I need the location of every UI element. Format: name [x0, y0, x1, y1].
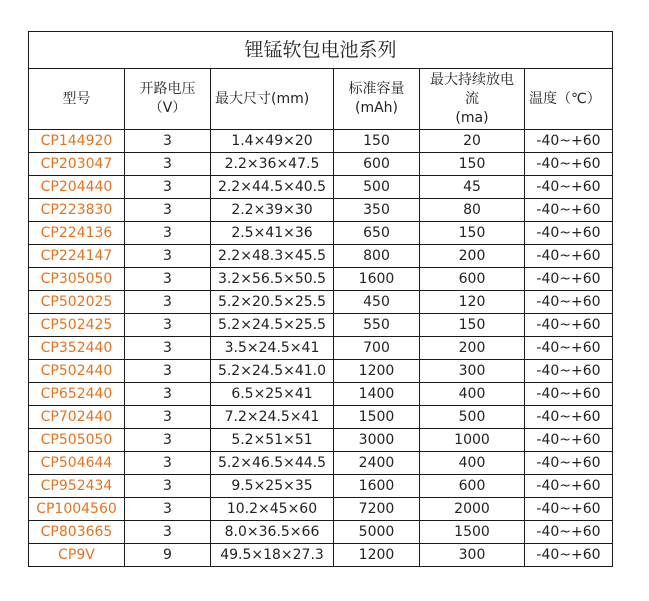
voltage-cell: 3: [125, 429, 211, 452]
model-cell: CP352440: [29, 337, 125, 360]
capacity-cell: 450: [334, 291, 420, 314]
current-cell: 20: [420, 130, 525, 153]
voltage-cell: 3: [125, 521, 211, 544]
header-capacity: [334, 69, 420, 130]
model-cell: CP702440: [29, 406, 125, 429]
table-row: [29, 245, 613, 268]
header-current-line2: 流: [465, 90, 479, 107]
size-cell: 3.2×56.5×50.5: [211, 268, 334, 291]
table-row: [29, 199, 613, 222]
voltage-cell: 3: [125, 383, 211, 406]
voltage-cell: 3: [125, 406, 211, 429]
table-row: [29, 383, 613, 406]
temp-cell: -40~+60: [525, 406, 613, 429]
temp-cell: -40~+60: [525, 337, 613, 360]
size-cell: 2.2×39×30: [211, 199, 334, 222]
header-current-line3: (ma): [455, 109, 489, 126]
capacity-cell: 3000: [334, 429, 420, 452]
current-cell: 1500: [420, 521, 525, 544]
temp-cell: -40~+60: [525, 521, 613, 544]
capacity-cell: 550: [334, 314, 420, 337]
capacity-cell: 600: [334, 153, 420, 176]
capacity-cell: 1500: [334, 406, 420, 429]
voltage-cell: 3: [125, 222, 211, 245]
header-voltage-line1: 开路电压: [139, 81, 196, 97]
current-cell: 300: [420, 360, 525, 383]
table-row: [29, 314, 613, 337]
table-row: [29, 153, 613, 176]
voltage-cell: 3: [125, 475, 211, 498]
voltage-cell: 3: [125, 199, 211, 222]
temp-cell: -40~+60: [525, 130, 613, 153]
current-cell: 150: [420, 222, 525, 245]
capacity-cell: 150: [334, 130, 420, 153]
model-cell: CP144920: [29, 130, 125, 153]
temp-cell: -40~+60: [525, 268, 613, 291]
current-cell: 2000: [420, 498, 525, 521]
current-cell: 200: [420, 337, 525, 360]
table-row: [29, 452, 613, 475]
size-cell: 2.5×41×36: [211, 222, 334, 245]
table-row: [29, 521, 613, 544]
capacity-cell: 7200: [334, 498, 420, 521]
table-row: [29, 291, 613, 314]
voltage-cell: 3: [125, 360, 211, 383]
size-cell: 5.2×46.5×44.5: [211, 452, 334, 475]
model-cell: CP203047: [29, 153, 125, 176]
capacity-cell: 1600: [334, 268, 420, 291]
model-cell: CP504644: [29, 452, 125, 475]
model-cell: CP224147: [29, 245, 125, 268]
model-cell: CP305050: [29, 268, 125, 291]
temp-cell: -40~+60: [525, 475, 613, 498]
current-cell: 300: [420, 544, 525, 567]
temp-cell: -40~+60: [525, 199, 613, 222]
temp-cell: -40~+60: [525, 429, 613, 452]
temp-cell: -40~+60: [525, 314, 613, 337]
model-cell: CP505050: [29, 429, 125, 452]
size-cell: 6.5×25×41: [211, 383, 334, 406]
capacity-cell: 650: [334, 222, 420, 245]
size-cell: 1.4×49×20: [211, 130, 334, 153]
model-cell: CP224136: [29, 222, 125, 245]
current-cell: 120: [420, 291, 525, 314]
size-cell: 2.2×44.5×40.5: [211, 176, 334, 199]
size-cell: 5.2×24.5×25.5: [211, 314, 334, 337]
table-row: [29, 429, 613, 452]
voltage-cell: 3: [125, 314, 211, 337]
size-cell: 5.2×20.5×25.5: [211, 291, 334, 314]
header-current-line1: 最大持续放电: [430, 71, 514, 88]
model-cell: CP803665: [29, 521, 125, 544]
current-cell: 600: [420, 268, 525, 291]
current-cell: 150: [420, 153, 525, 176]
capacity-cell: 1600: [334, 475, 420, 498]
table-row: [29, 222, 613, 245]
header-temp: 温度（℃）: [525, 69, 613, 130]
model-cell: CP952434: [29, 475, 125, 498]
temp-cell: -40~+60: [525, 176, 613, 199]
temp-cell: -40~+60: [525, 245, 613, 268]
table-row: [29, 130, 613, 153]
current-cell: 400: [420, 383, 525, 406]
voltage-cell: 9: [125, 544, 211, 567]
size-cell: 8.0×36.5×66: [211, 521, 334, 544]
capacity-cell: 800: [334, 245, 420, 268]
temp-cell: -40~+60: [525, 291, 613, 314]
temp-cell: -40~+60: [525, 452, 613, 475]
model-cell: CP223830: [29, 199, 125, 222]
table-row: [29, 498, 613, 521]
size-cell: 10.2×45×60: [211, 498, 334, 521]
current-cell: 500: [420, 406, 525, 429]
table-row: [29, 360, 613, 383]
capacity-cell: 500: [334, 176, 420, 199]
model-cell: CP502440: [29, 360, 125, 383]
table-row: [29, 406, 613, 429]
temp-cell: -40~+60: [525, 498, 613, 521]
battery-spec-table: [28, 31, 613, 567]
current-cell: 200: [420, 245, 525, 268]
capacity-cell: 1400: [334, 383, 420, 406]
temp-cell: -40~+60: [525, 383, 613, 406]
header-model: 型号: [29, 69, 125, 130]
table-row: [29, 176, 613, 199]
header-voltage: [125, 69, 211, 130]
voltage-cell: 3: [125, 245, 211, 268]
voltage-cell: 3: [125, 291, 211, 314]
model-cell: CP652440: [29, 383, 125, 406]
size-cell: 5.2×51×51: [211, 429, 334, 452]
model-cell: CP502025: [29, 291, 125, 314]
current-cell: 600: [420, 475, 525, 498]
temp-cell: -40~+60: [525, 153, 613, 176]
header-voltage-line2: （V）: [148, 100, 187, 116]
current-cell: 150: [420, 314, 525, 337]
capacity-cell: 5000: [334, 521, 420, 544]
voltage-cell: 3: [125, 452, 211, 475]
model-cell: CP502425: [29, 314, 125, 337]
table-row: [29, 268, 613, 291]
voltage-cell: 3: [125, 176, 211, 199]
size-cell: 2.2×48.3×45.5: [211, 245, 334, 268]
capacity-cell: 350: [334, 199, 420, 222]
capacity-cell: 1200: [334, 360, 420, 383]
voltage-cell: 3: [125, 130, 211, 153]
temp-cell: -40~+60: [525, 544, 613, 567]
size-cell: 9.5×25×35: [211, 475, 334, 498]
capacity-cell: 700: [334, 337, 420, 360]
table-row: [29, 337, 613, 360]
size-cell: 2.2×36×47.5: [211, 153, 334, 176]
voltage-cell: 3: [125, 153, 211, 176]
temp-cell: -40~+60: [525, 360, 613, 383]
header-row: [29, 69, 613, 130]
table-row: [29, 544, 613, 567]
temp-cell: -40~+60: [525, 222, 613, 245]
model-cell: CP1004560: [29, 498, 125, 521]
header-size: 最大尺寸(mm): [211, 69, 334, 130]
size-cell: 49.5×18×27.3: [211, 544, 334, 567]
size-cell: 3.5×24.5×41: [211, 337, 334, 360]
current-cell: 1000: [420, 429, 525, 452]
model-cell: CP204440: [29, 176, 125, 199]
size-cell: 5.2×24.5×41.0: [211, 360, 334, 383]
current-cell: 400: [420, 452, 525, 475]
table-title: 锂锰软包电池系列: [29, 32, 613, 69]
current-cell: 80: [420, 199, 525, 222]
voltage-cell: 3: [125, 337, 211, 360]
table-row: [29, 475, 613, 498]
capacity-cell: 2400: [334, 452, 420, 475]
capacity-cell: 1200: [334, 544, 420, 567]
size-cell: 7.2×24.5×41: [211, 406, 334, 429]
current-cell: 45: [420, 176, 525, 199]
header-capacity-line1: 标准容量: [348, 81, 405, 97]
header-capacity-line2: (mAh): [354, 100, 398, 116]
header-current: [420, 69, 525, 130]
voltage-cell: 3: [125, 498, 211, 521]
model-cell: CP9V: [29, 544, 125, 567]
voltage-cell: 3: [125, 268, 211, 291]
